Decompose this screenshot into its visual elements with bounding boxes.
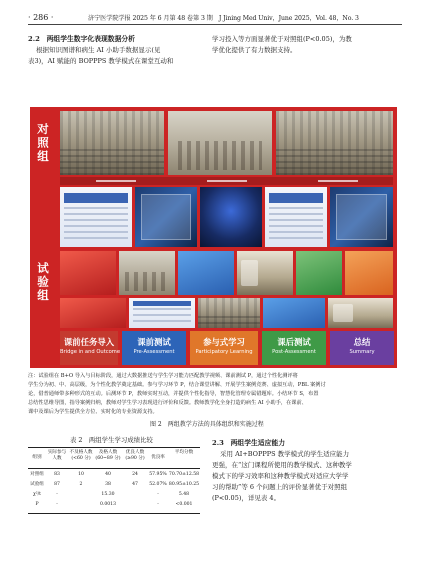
table-header-cell: 优良人数(≥90 分) xyxy=(125,450,145,461)
section-2-3-heading: 2.3 两组学生适应能力 xyxy=(212,439,285,447)
control-group-label: 对照组 xyxy=(36,122,50,164)
experiment-photo-2 xyxy=(119,251,175,295)
table-header-cell: 组别 xyxy=(32,455,42,460)
table-cell: - xyxy=(157,492,159,497)
table-cell: - xyxy=(56,492,58,497)
table-cell: 5.48 xyxy=(178,492,190,497)
figure-2 xyxy=(30,107,397,368)
figure-note-line: 课中及课后为学生提供全方位、实时化的专业资源支持。 xyxy=(28,409,158,415)
experiment-photo-5 xyxy=(296,251,342,295)
section-2-2-line-1: 根据知识图谱和病生 AI 小助手数据显示(见 xyxy=(36,46,161,54)
experiment-photo-7 xyxy=(60,298,126,328)
phase-bridge-in: 课前任务导入 Bridge in and Outcome xyxy=(60,331,118,365)
table-header-cell: 实际参与人数 xyxy=(47,450,67,461)
table-cell: 70.70±12.58 xyxy=(168,472,200,477)
section-2-3-line-1: 采用 AI+BOPPPS 教学模式的学生适应能力 xyxy=(220,450,350,458)
table-header-cell: 优良率 xyxy=(151,455,165,460)
control-photo-lecture-hall xyxy=(60,111,164,175)
table-cell: 38 xyxy=(105,482,111,487)
control-photo-classroom xyxy=(168,111,272,175)
experiment-photo-10 xyxy=(263,298,325,328)
table-header-cell: 平均分数 xyxy=(174,450,194,455)
experiment-screenshot-platform xyxy=(60,187,132,247)
table-top-rule xyxy=(28,447,200,448)
phase-summary: 总结 Summary xyxy=(330,331,394,365)
table-cell: 52.07% xyxy=(149,482,167,487)
experiment-photo-11 xyxy=(328,298,393,328)
figure-note-line: 注：试验组在 B+O 导入与目标阶段，通过大数据推送与学生学习能力匹配教学视频、课前测试 P，通过个性化测评将 xyxy=(28,373,298,379)
experiment-screenshot-video xyxy=(135,187,197,247)
experiment-screenshot-test xyxy=(265,187,327,247)
table-cell: - xyxy=(157,502,159,507)
phase-participatory-learning: 参与式学习 Participatory Learning xyxy=(190,331,258,365)
section-2-2-line-2: 表3)，AI 赋能的 BOPPPS 教学模式在课堂互动和 xyxy=(28,57,174,65)
section-2-3-line-3: 模式下的学习效率和这种教学模式对适应大学学 xyxy=(212,472,349,480)
table-header-cell: 及格人数(60~89 分) xyxy=(95,450,121,461)
experiment-photo-9 xyxy=(198,298,260,328)
table-cell: 10 xyxy=(78,472,84,477)
experiment-photo-1 xyxy=(60,251,116,295)
section-2-3-line-2: 更强，在“这门课程所使用的教学模式、这种教学 xyxy=(212,461,352,469)
table-cell: - xyxy=(56,502,58,507)
experiment-screenshot-ai-assistant xyxy=(200,187,262,247)
table-header-rule xyxy=(28,468,200,469)
table-cell: P xyxy=(35,502,39,507)
section-2-3-line-4: 习的帮助”等 6 个问题上的评价显著优于对照组 xyxy=(212,483,348,491)
table-header-cell: 不及格人数(<60 分) xyxy=(69,450,93,461)
experiment-photo-8 xyxy=(129,298,195,328)
figure-note-line: 学生分为初、中、高层级，为个性化教学奠定基础。参与学习环节 P，结合课堂讲解、开展学生案例竞赛、虚拟互动，PBL 案例讨 xyxy=(28,382,326,388)
table-cell: 57.95% xyxy=(149,472,167,477)
phase-post-assessment: 课后测试 Post-Assessment xyxy=(262,331,326,365)
experiment-photo-6 xyxy=(345,251,393,295)
figure-note-line: 论，借普通师带多种形式的互动。后测环节 P，教师实时互动，并提供个性化指导，智慧化管理专属错题库。小结环节 S，布置 xyxy=(28,391,319,397)
table-cell: 83 xyxy=(54,472,60,477)
page-number: · 286 · xyxy=(28,13,54,22)
figure-note-line: 总结性思维导图，指导案例归纳，教师对学生学习表现进行评价和反馈。教师教学化全身打造的病生 AI 小助手，在课前、 xyxy=(28,400,307,406)
table-cell: 40 xyxy=(105,472,111,477)
table-caption: 表 2 两组学生学习成绩比较 xyxy=(70,436,153,444)
experiment-screenshot-knowledge-graph xyxy=(330,187,393,247)
table-cell: 87 xyxy=(54,482,60,487)
section-2-3-line-5: (P<0.05)，详见表 4。 xyxy=(212,494,281,502)
table-cell: 试验组 xyxy=(30,482,44,487)
header-rule xyxy=(28,24,402,25)
control-photo-students xyxy=(276,111,393,175)
figure-caption: 图 2 两组教学方法的具体组织和实施过程 xyxy=(150,421,264,428)
table-cell: 0.0013 xyxy=(99,502,117,507)
table-bottom-rule xyxy=(28,513,200,514)
table-cell: 80.95±10.25 xyxy=(168,482,200,487)
experiment-group-label: 试验组 xyxy=(36,261,50,303)
table-cell: χ²/t xyxy=(32,492,42,497)
figure-note xyxy=(28,372,404,417)
right-column-line-2: 学优化提供了有力数据支持。 xyxy=(212,46,297,54)
running-head: 济宁医学院学报 2025 年 6 月第 48 卷第 3 期 J Jining Med Univ，June 2025，Vol. 48，No. 3 xyxy=(88,15,359,22)
right-column-line-1: 学习投入等方面显著优于对照组(P<0.05)，为教 xyxy=(212,35,352,43)
table-cell: <0.001 xyxy=(175,502,193,507)
section-2-2-heading: 2.2 两组学生数字化表现数据分析 xyxy=(28,35,135,43)
experiment-photo-3 xyxy=(178,251,234,295)
experiment-photo-4 xyxy=(237,251,293,295)
control-caption-strip xyxy=(60,177,393,185)
table-cell: 对照组 xyxy=(30,472,44,477)
phase-pre-assessment: 课前测试 Pre-Assessment xyxy=(122,331,186,365)
table-cell: 2 xyxy=(79,482,83,487)
table-cell: 24 xyxy=(132,472,138,477)
table-cell: 47 xyxy=(132,482,138,487)
table-cell: 15.30 xyxy=(101,492,115,497)
